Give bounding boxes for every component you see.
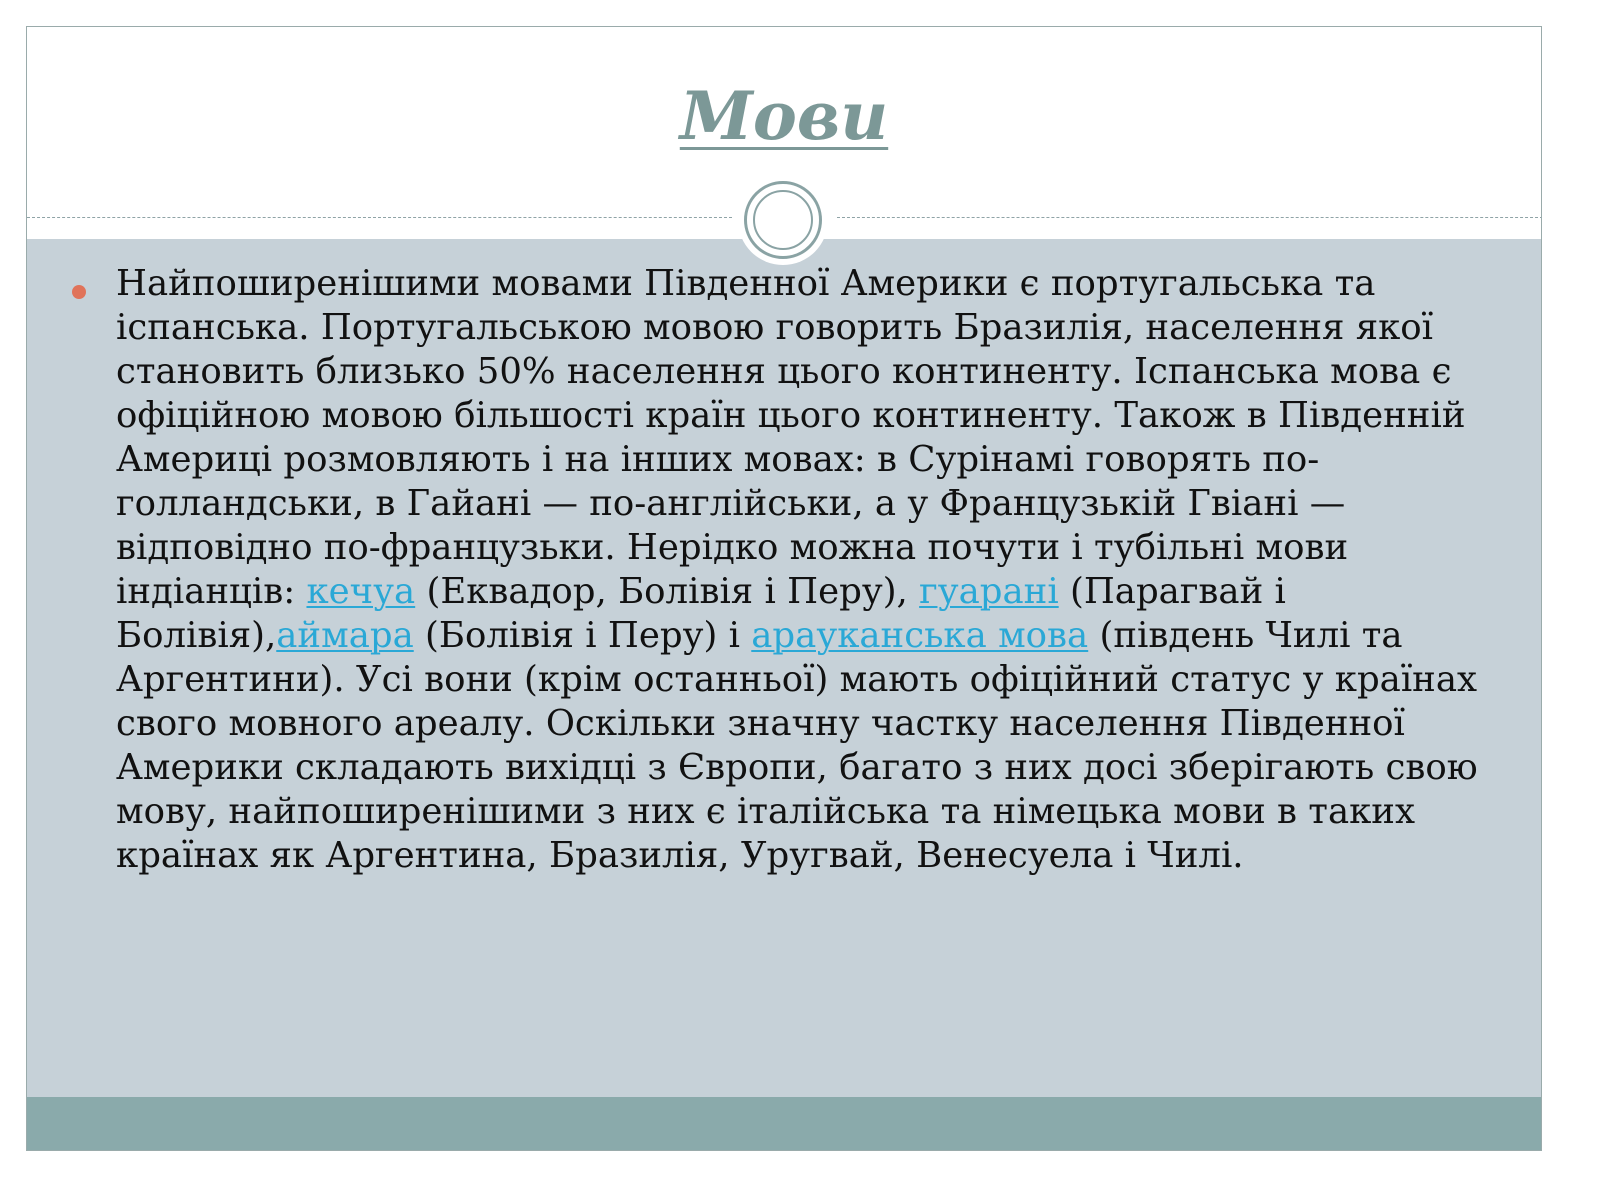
- divider-line-left: [27, 217, 732, 218]
- paragraph-text-1: Найпоширенішими мовами Південної Америки є португальська та іспанська. Португальською мовою говорить Бразилія, населення якої становить близько 50% населення цього континенту. Іспанська мова є офіційною мовою більшості країн цього континенту. Також в Південній Америці розмовляють і на інших мовах: в Сурінамі говорять по-голландськи, в Гайані — по-англійськи, а у Французькій Гвіані — відповідно по-французьки. Нерідко можна почути і тубільні мови індіанців:: [116, 263, 1466, 612]
- circle-bullet-icon: [72, 285, 86, 299]
- divider-line-right: [837, 217, 1542, 218]
- link-araucanian-language[interactable]: арауканська мова: [751, 615, 1089, 656]
- link-guarani[interactable]: гуарані: [919, 571, 1059, 612]
- paragraph-text-5: (південь Чилі та Аргентини). Усі вони (крім останньої) мають офіційний статус у країнах свого мовного ареалу. Оскільки значну частку населення Південної Америки складають вихідці з Європи, багато з них досі зберігають свою мову, найпоширенішими з них є італійська та німецька мови в таких країнах як Аргентина, Бразилія, Уругвай, Венесуела і Чилі.: [116, 615, 1478, 876]
- body-paragraph: [116, 262, 1521, 878]
- paragraph-text-4: (Болівія і Перу) і: [413, 615, 752, 656]
- link-aymara[interactable]: аймара: [276, 615, 414, 656]
- slide-title: Мови: [679, 77, 889, 155]
- paragraph-text-2: (Еквадор, Болівія і Перу),: [415, 571, 920, 612]
- footer-band: [27, 1097, 1541, 1151]
- slide: [26, 26, 1542, 1151]
- paragraph-text-3: (Парагвай і Болівія),: [116, 571, 1286, 656]
- link-kechua[interactable]: кечуа: [306, 571, 416, 612]
- ornament-inner-ring: [753, 190, 813, 250]
